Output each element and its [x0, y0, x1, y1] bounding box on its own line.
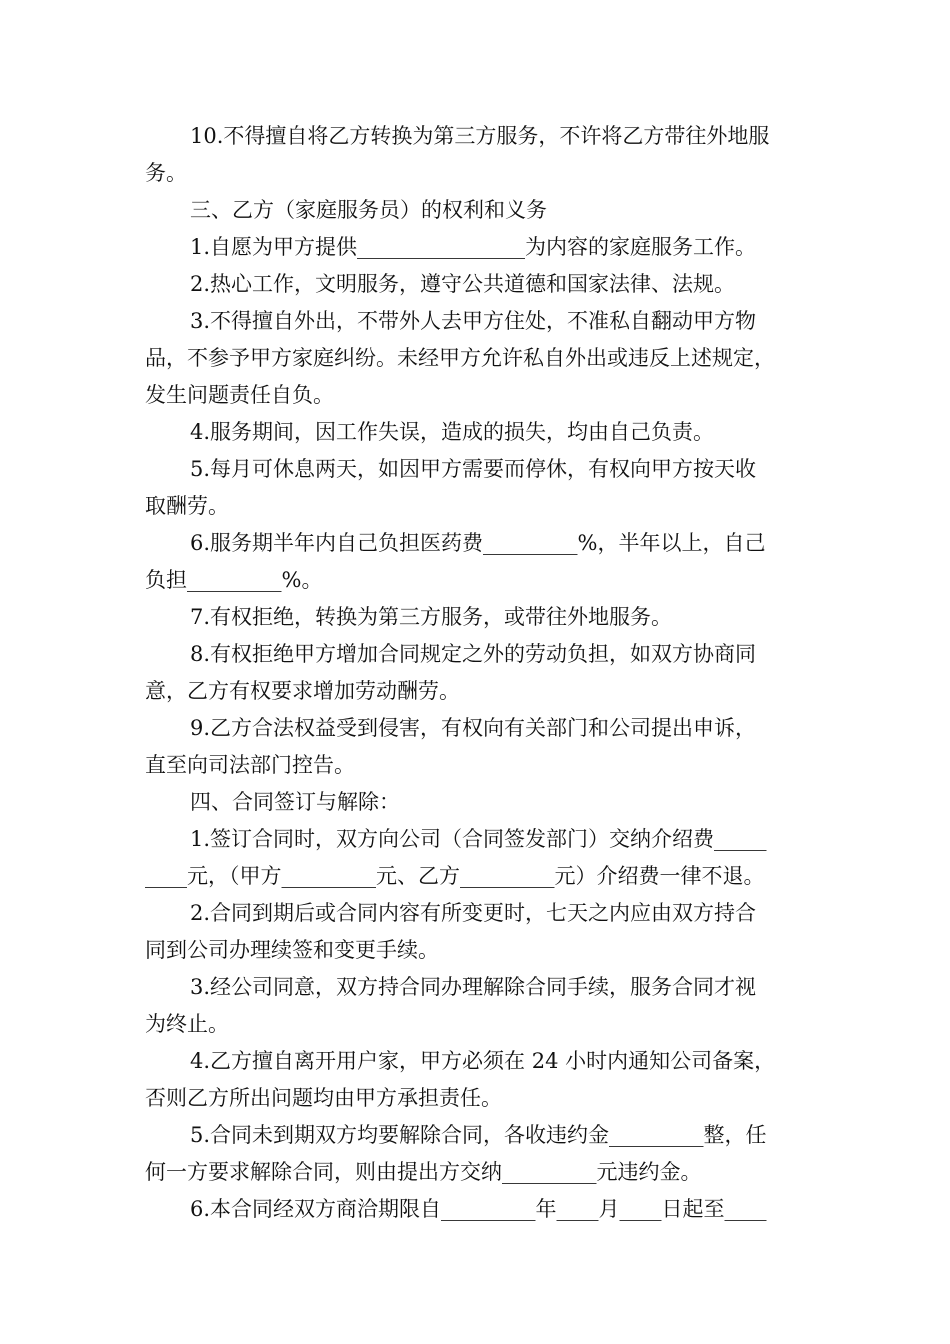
paragraph-line: 何一方要求解除合同，则由提出方交纳_________元违约金。: [145, 1160, 702, 1184]
paragraph-line: 6.服务期半年内自己负担医药费_________%，半年以上，自己: [190, 531, 766, 555]
paragraph-line: 7.有权拒绝，转换为第三方服务，或带往外地服务。: [190, 605, 673, 629]
section-heading: 三、乙方（家庭服务员）的权利和义务: [190, 198, 547, 222]
paragraph-line: 8.有权拒绝甲方增加合同规定之外的劳动负担，如双方协商同: [190, 642, 757, 666]
section-heading: 四、合同签订与解除：: [190, 790, 400, 814]
paragraph-line: 1.自愿为甲方提供________________为内容的家庭服务工作。: [190, 235, 757, 259]
paragraph-line: 5.合同未到期双方均要解除合同，各收违约金_________整，任: [190, 1123, 767, 1147]
paragraph-line: 同到公司办理续签和变更手续。: [145, 938, 439, 962]
paragraph-line: 2.合同到期后或合同内容有所变更时，七天之内应由双方持合: [190, 901, 757, 925]
paragraph-line: 负担_________%。: [145, 568, 323, 592]
paragraph-line: 1.签订合同时，双方向公司（合同签发部门）交纳介绍费_____: [190, 827, 767, 851]
paragraph-line: 否则乙方所出问题均由甲方承担责任。: [145, 1086, 502, 1110]
paragraph-line: 品，不参予甲方家庭纠纷。未经甲方允许私自外出或违反上述规定，: [145, 346, 775, 370]
paragraph-line: 5.每月可休息两天，如因甲方需要而停休，有权向甲方按天收: [190, 457, 757, 481]
paragraph-line: 取酬劳。: [145, 494, 229, 518]
paragraph-line: 3.不得擅自外出，不带外人去甲方住处，不准私自翻动甲方物: [190, 309, 757, 333]
paragraph-line: 3.经公司同意，双方持合同办理解除合同手续，服务合同才视: [190, 975, 757, 999]
paragraph-line: 发生问题责任自负。: [145, 383, 334, 407]
paragraph-line: 10.不得擅自将乙方转换为第三方服务，不许将乙方带往外地服: [190, 124, 770, 148]
paragraph-line: 2.热心工作，文明服务，遵守公共道德和国家法律、法规。: [190, 272, 736, 296]
paragraph-line: 9.乙方合法权益受到侵害，有权向有关部门和公司提出申诉，: [190, 716, 757, 740]
paragraph-line: 务。: [145, 161, 187, 185]
paragraph-line: 6.本合同经双方商洽期限自_________年____月____日起至____: [190, 1197, 767, 1221]
paragraph-line: ____元，（甲方_________元、乙方_________元）介绍费一律不退。: [145, 864, 765, 888]
paragraph-line: 4.乙方擅自离开用户家，甲方必须在 24 小时内通知公司备案，: [190, 1049, 776, 1073]
paragraph-line: 意，乙方有权要求增加劳动酬劳。: [145, 679, 460, 703]
paragraph-line: 直至向司法部门控告。: [145, 753, 355, 777]
paragraph-line: 为终止。: [145, 1012, 229, 1036]
paragraph-line: 4.服务期间，因工作失误，造成的损失，均由自己负责。: [190, 420, 715, 444]
